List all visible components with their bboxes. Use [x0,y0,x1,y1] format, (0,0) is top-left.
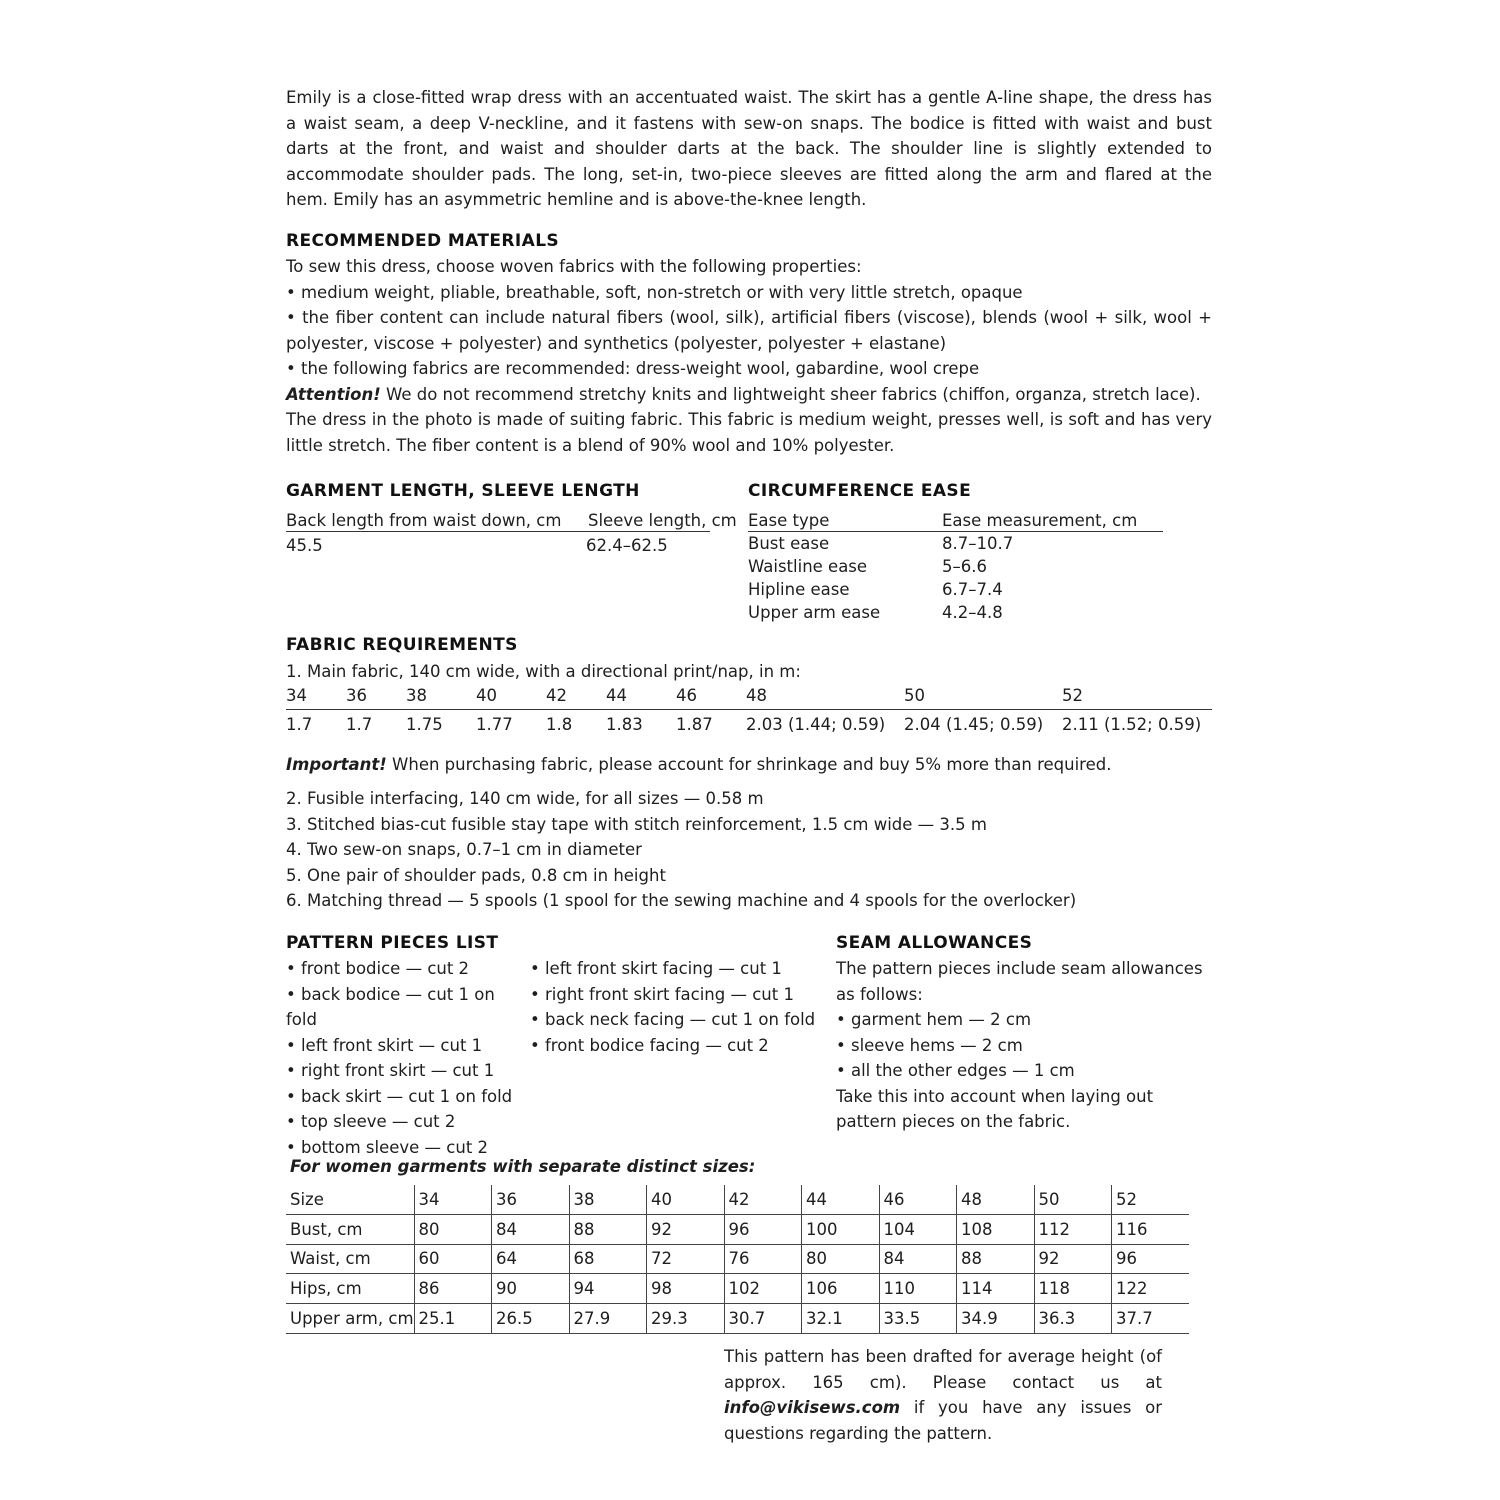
ease-heading: CIRCUMFERENCE EASE [748,481,972,501]
fabric-item: 5. One pair of shoulder pads, 0.8 cm in height [286,865,666,885]
materials-section [286,254,1212,458]
ease-rows [748,531,1168,623]
fabric-item: 6. Matching thread — 5 spools (1 spool for the sewing machine and 4 spools for the overlocker) [286,891,1077,910]
footer-text: This pattern has been drafted for average height (of approx. 165 cm). Please contact us at [724,1347,1162,1392]
length-val-sleeve: 62.4–62.5 [586,536,668,555]
table-cell: 106 [802,1274,880,1304]
table-cell: 52 [1112,1185,1189,1214]
pieces-column-2 [530,956,820,1058]
table-cell: 44 [802,1185,880,1214]
piece-item: • bottom sleeve — cut 2 [286,1137,489,1157]
fabric-size: 52 [1062,686,1083,705]
table-row [286,1185,1189,1214]
photo-note: The dress in the photo is made of suiting fabric. This fabric is medium weight, presses well, is soft and has very little stretch. The fiber content is a blend of 90% wool and 10% polyester. [286,410,1212,455]
table-cell: 94 [569,1274,647,1304]
fabric-amount: 1.7 [346,715,373,734]
table-cell: 30.7 [724,1304,802,1334]
fabric-size: 34 [286,686,307,705]
table-cell: 122 [1112,1274,1189,1304]
table-cell: 34 [414,1185,492,1214]
materials-bullet: • the fiber content can include natural fibers (wool, silk), artificial fibers (viscose), blends (wool + silk, wool + polyester, viscose + polyester) and synthetics (polyester, polyester + elastane) [286,308,1212,353]
piece-item: • right front skirt facing — cut 1 [530,984,794,1004]
seam-heading: SEAM ALLOWANCES [836,933,1033,953]
fabric-size: 38 [406,686,427,705]
fabric-amount: 1.77 [476,715,513,734]
table-row [286,1274,1189,1304]
row-label: Hips, cm [286,1274,414,1304]
table-cell: 37.7 [1112,1304,1189,1334]
piece-item: • left front skirt — cut 1 [286,1035,483,1055]
fabric-size: 36 [346,686,367,705]
seam-section [836,956,1212,1135]
piece-item: • right front skirt — cut 1 [286,1061,495,1080]
length-divider [286,531,710,532]
materials-lead: To sew this dress, choose woven fabrics with the following properties: [286,257,862,276]
materials-bullet: • medium weight, pliable, breathable, soft, non-stretch or with very little stretch, opaque [286,282,1023,302]
size-chart-table [286,1185,1189,1334]
fabric-item: 4. Two sew-on snaps, 0.7–1 cm in diameter [286,840,642,859]
table-cell: 96 [724,1214,802,1244]
table-row [286,1304,1189,1334]
row-label: Bust, cm [286,1214,414,1244]
fabric-item: 2. Fusible interfacing, 140 cm wide, for all sizes — 0.58 m [286,789,764,808]
important-note [286,752,1212,778]
fabric-amount: 2.04 (1.45; 0.59) [904,715,1044,734]
table-cell: 26.5 [492,1304,570,1334]
table-cell: 116 [1112,1214,1189,1244]
table-cell: 25.1 [414,1304,492,1334]
table-cell: 118 [1034,1274,1112,1304]
fabric-size: 50 [904,686,925,705]
ease-type: Upper arm ease [748,603,881,622]
fabric-amount: 1.8 [546,715,573,734]
table-cell: 33.5 [879,1304,957,1334]
ease-col-measure: Ease measurement, cm [942,511,1138,530]
ease-col-type: Ease type [748,511,830,530]
fabric-items-list [286,786,1212,914]
table-cell: 29.3 [647,1304,725,1334]
table-cell: 72 [647,1244,725,1274]
table-cell: 88 [569,1214,647,1244]
attention-note [286,382,1212,408]
attention-text: We do not recommend stretchy knits and lightweight sheer fabrics (chiffon, organza, stretch lace). [380,384,1201,404]
fabric-size: 42 [546,686,567,705]
ease-row [748,554,1168,577]
table-cell: 76 [724,1244,802,1274]
table-cell: 84 [879,1244,957,1274]
table-cell: 108 [957,1214,1035,1244]
piece-item: • back skirt — cut 1 on fold [286,1086,513,1106]
piece-item: • back bodice — cut 1 on fold [286,984,495,1029]
size-chart-title: For women garments with separate distinct sizes: [290,1157,756,1176]
fabric-divider [286,709,1212,710]
row-label: Size [286,1185,414,1214]
table-cell: 114 [957,1274,1035,1304]
fabric-item: 3. Stitched bias-cut fusible stay tape with stitch reinforcement, 1.5 cm wide — 3.5 m [286,814,987,834]
table-cell: 27.9 [569,1304,647,1334]
table-cell: 110 [879,1274,957,1304]
piece-item: • left front skirt facing — cut 1 [530,959,782,978]
pieces-heading: PATTERN PIECES LIST [286,933,499,953]
materials-bullet: • the following fabrics are recommended: dress-weight wool, gabardine, wool crepe [286,359,980,378]
table-cell: 92 [647,1214,725,1244]
table-cell: 102 [724,1274,802,1304]
table-cell: 48 [957,1185,1035,1214]
fabric-sizes-row [286,686,1212,710]
table-cell: 46 [879,1185,957,1214]
fabric-amount: 1.75 [406,715,443,734]
seam-lead: The pattern pieces include seam allowances as follows: [836,959,1203,1004]
fabric-amount: 1.7 [286,715,313,734]
table-cell: 60 [414,1244,492,1274]
table-row [286,1214,1189,1244]
table-cell: 104 [879,1214,957,1244]
seam-bullet: • garment hem — 2 cm [836,1010,1032,1029]
fabric-amounts-row [286,715,1212,739]
ease-value: 6.7–7.4 [942,580,1003,599]
table-cell: 32.1 [802,1304,880,1334]
fabric-size: 44 [606,686,627,705]
table-cell: 88 [957,1244,1035,1274]
table-cell: 86 [414,1274,492,1304]
table-cell: 50 [1034,1185,1112,1214]
length-val-back: 45.5 [286,536,323,555]
fabric-size: 40 [476,686,497,705]
attention-label: Attention! [286,384,381,404]
table-cell: 80 [802,1244,880,1274]
fabric-amount: 1.83 [606,715,643,734]
fabric-amount: 1.87 [676,715,713,734]
ease-value: 4.2–4.8 [942,603,1003,622]
seam-tail: Take this into account when laying out pattern pieces on the fabric. [836,1086,1154,1131]
table-cell: 80 [414,1214,492,1244]
table-cell: 42 [724,1185,802,1214]
ease-value: 8.7–10.7 [942,534,1014,553]
pieces-column-1 [286,956,531,1160]
table-cell: 92 [1034,1244,1112,1274]
ease-value: 5–6.6 [942,557,987,576]
table-cell: 84 [492,1214,570,1244]
ease-row [748,577,1168,600]
table-cell: 36 [492,1185,570,1214]
table-cell: 96 [1112,1244,1189,1274]
table-cell: 68 [569,1244,647,1274]
materials-heading: RECOMMENDED MATERIALS [286,231,560,251]
piece-item: • top sleeve — cut 2 [286,1112,456,1131]
seam-bullet: • sleeve hems — 2 cm [836,1035,1023,1055]
ease-type: Hipline ease [748,580,850,599]
table-row [286,1244,1189,1274]
contact-email[interactable]: info@vikisews.com [724,1398,901,1417]
important-label: Important! [286,755,387,774]
table-cell: 38 [569,1185,647,1214]
row-label: Upper arm, cm [286,1304,414,1334]
fabric-size: 46 [676,686,697,705]
length-col-sleeve: Sleeve length, cm [588,511,737,530]
table-cell: 112 [1034,1214,1112,1244]
ease-row [748,600,1168,623]
table-cell: 64 [492,1244,570,1274]
length-col-back: Back length from waist down, cm [286,511,562,530]
footer-note [724,1344,1162,1446]
table-cell: 90 [492,1274,570,1304]
fabric-heading: FABRIC REQUIREMENTS [286,635,518,655]
seam-bullet: • all the other edges — 1 cm [836,1061,1075,1080]
fabric-amount: 2.11 (1.52; 0.59) [1062,715,1202,734]
ease-row [748,531,1168,554]
ease-type: Waistline ease [748,557,868,576]
important-text: When purchasing fabric, please account for shrinkage and buy 5% more than required. [386,755,1112,774]
ease-type: Bust ease [748,534,830,553]
table-cell: 98 [647,1274,725,1304]
piece-item: • front bodice facing — cut 2 [530,1035,769,1055]
fabric-item-main: 1. Main fabric, 140 cm wide, with a directional print/nap, in m: [286,662,801,681]
footer-text: if you have any issues or questions regarding the pattern. [724,1398,1162,1443]
intro-paragraph: Emily is a close-fitted wrap dress with an accentuated waist. The skirt has a gentle A-line shape, the dress has a waist seam, a deep V-neckline, and it fastens with sew-on snaps. The bodice is fitted with waist and bust darts at the front, and waist and shoulder darts at the back. The shoulder line is slightly extended to accommodate shoulder pads. The long, set-in, two-piece sleeves are fitted along the arm and flared at the hem. Emily has an asymmetric hemline and is above-the-knee length. [286,88,1212,209]
piece-item: • front bodice — cut 2 [286,959,470,978]
table-cell: 34.9 [957,1304,1035,1334]
table-cell: 36.3 [1034,1304,1112,1334]
table-cell: 40 [647,1185,725,1214]
table-cell: 100 [802,1214,880,1244]
fabric-amount: 2.03 (1.44; 0.59) [746,715,886,734]
fabric-size: 48 [746,686,767,705]
length-heading: GARMENT LENGTH, SLEEVE LENGTH [286,481,640,501]
piece-item: • back neck facing — cut 1 on fold [530,1010,816,1029]
row-label: Waist, cm [286,1244,414,1274]
